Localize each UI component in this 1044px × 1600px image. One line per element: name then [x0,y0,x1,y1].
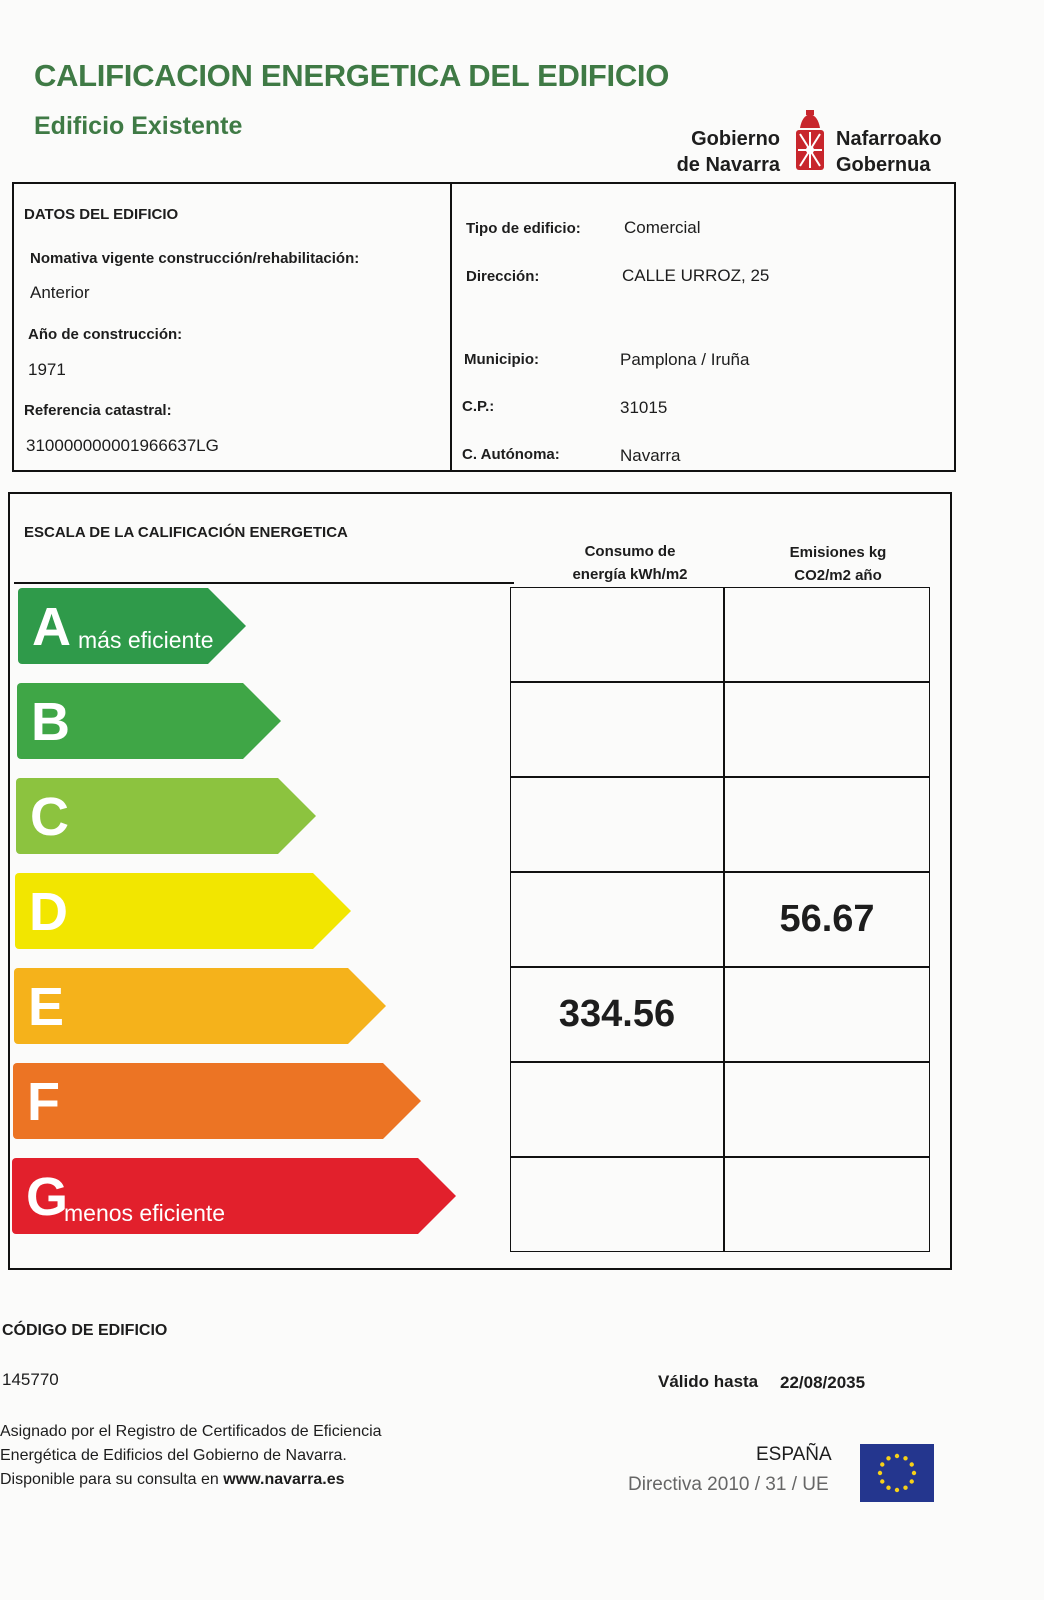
asignado-line-3-prefix: Disponible para su consulta en [0,1471,219,1488]
rating-letter: D [29,882,68,942]
escala-section-title: ESCALA DE LA CALIFICACIÓN ENERGETICA [24,524,348,541]
rating-arrow-tip [278,778,316,854]
rating-arrow-e [14,968,386,1044]
rating-arrow-tip [383,1063,421,1139]
rating-letter: B [31,692,70,752]
datos-divider [450,184,452,470]
emisiones-header-line-1: Emisiones kg [789,544,887,561]
rating-arrow-body [13,1063,383,1139]
eu-star [895,1454,899,1458]
anio-value: 1971 [28,360,66,379]
rating-letter: E [28,977,65,1037]
cp-value: 31015 [620,398,668,417]
navarra-website-link[interactable]: www.navarra.es [223,1471,345,1488]
worst-efficiency-label: menos eficiente [64,1200,226,1226]
eu-star [903,1456,907,1460]
consumo-header-line-2: energía kWh/m2 [572,566,688,583]
best-efficiency-label: más eficiente [78,627,214,653]
emisiones-value: 56.67 [724,872,930,967]
direccion-value: CALLE URROZ, 25 [622,266,770,285]
eu-star [880,1462,884,1466]
rating-arrow-tip [313,873,351,949]
gobernua-line-2: Gobernua [836,154,931,176]
eu-star [886,1456,890,1460]
normativa-label: Nomativa vigente construcción/rehabilitación: [30,250,360,267]
rating-arrow-body [14,968,348,1044]
rating-letter: F [27,1072,60,1132]
gobierno-line-1: Gobierno [691,128,780,150]
emisiones-cell [724,1062,930,1157]
eu-star [878,1471,882,1475]
scale-top-rule [14,582,514,584]
consumo-cell [510,777,724,872]
rating-arrow-tip [348,968,386,1044]
eu-star [895,1488,899,1492]
emisiones-cell [724,967,930,1062]
emisiones-cell [724,777,930,872]
rating-arrow-tip [208,588,246,664]
valido-label: Válido hasta [658,1372,759,1391]
direccion-label: Dirección: [466,268,540,285]
rating-arrow-b [17,683,281,759]
consumo-cell [510,587,724,682]
emisiones-cell [724,587,930,682]
cp-label: C.P.: [462,398,495,415]
eu-star [912,1471,916,1475]
gobernua-line-1: Nafarroako [836,128,942,150]
anio-label: Año de construcción: [28,326,183,343]
gobierno-line-2: de Navarra [676,154,780,176]
consumo-cell [510,872,724,967]
rating-letter: A [32,597,71,657]
document-subtitle: Edificio Existente [34,112,243,140]
autonoma-label: C. Autónoma: [462,446,560,463]
asignado-line-1: Asignado por el Registro de Certificados de Eficiencia [0,1423,382,1440]
tipo-label: Tipo de edificio: [466,220,581,237]
eu-star [880,1479,884,1483]
eu-star [886,1486,890,1490]
municipio-value: Pamplona / Iruña [620,350,750,369]
document-title: CALIFICACION ENERGETICA DEL EDIFICIO [34,58,670,93]
asignado-line-3 [0,1468,382,1492]
emisiones-column-header [748,541,928,587]
espana-label: ESPAÑA [756,1444,832,1465]
consumo-value: 334.56 [510,967,724,1062]
valido-value: 22/08/2035 [780,1373,866,1392]
asignado-text [0,1420,382,1492]
eu-star [910,1462,914,1466]
asignado-line-2: Energética de Edificios del Gobierno de Navarra. [0,1447,347,1464]
emisiones-cell [724,682,930,777]
tipo-value: Comercial [624,218,701,237]
emisiones-header-line-2: CO2/m2 año [794,567,882,584]
directiva-label: Directiva 2010 / 31 / UE [628,1474,829,1495]
rating-arrow-tip [418,1158,456,1234]
normativa-value: Anterior [30,283,90,302]
consumo-column-header [540,540,720,586]
gobierno-navarra-name [648,126,780,178]
consumo-cell [510,1157,724,1252]
rating-arrow-d [15,873,351,949]
eu-flag-icon [860,1444,934,1502]
municipio-label: Municipio: [464,351,539,368]
eu-star [903,1486,907,1490]
codigo-value: 145770 [2,1370,59,1389]
nafarroako-gobernua-name [836,126,942,178]
datos-section-title: DATOS DEL EDIFICIO [24,206,179,223]
referencia-value: 310000000001966637LG [26,436,219,455]
consumo-header-line-1: Consumo de [584,543,676,560]
rating-arrow-f [13,1063,421,1139]
rating-letter: G [26,1167,69,1227]
rating-arrow-tip [243,683,281,759]
rating-arrow-c [16,778,316,854]
autonoma-value: Navarra [620,446,681,465]
referencia-label: Referencia catastral: [24,402,172,419]
codigo-label: CÓDIGO DE EDIFICIO [2,1322,168,1339]
emisiones-cell [724,1157,930,1252]
rating-value-grid [510,587,942,1255]
navarra-crest-logo [792,108,828,178]
eu-star [910,1479,914,1483]
rating-letter: C [30,787,69,847]
consumo-cell [510,1062,724,1157]
consumo-cell [510,682,724,777]
